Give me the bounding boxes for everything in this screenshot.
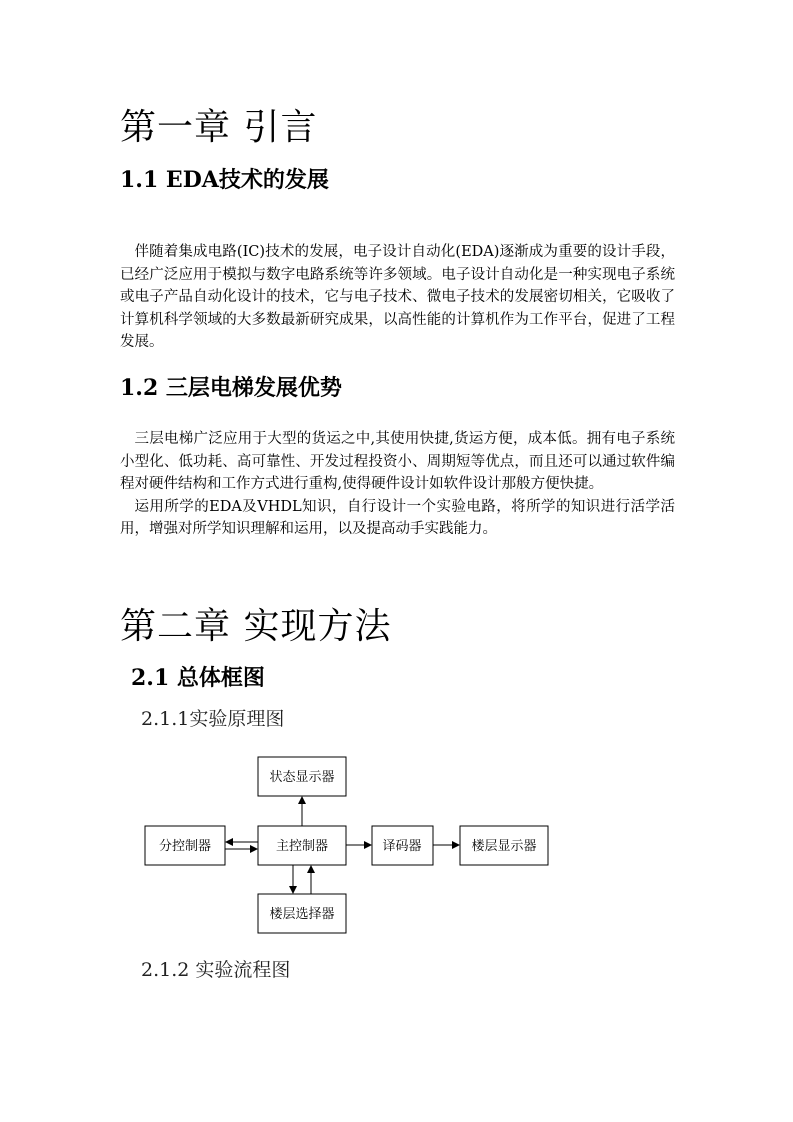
section-1-1-title: 1.1 EDA技术的发展 (120, 167, 329, 193)
section-2-1-title: 2.1 总体框图 (131, 665, 265, 691)
paragraph-text: 伴随着集成电路(IC)技术的发展，电子设计自动化(EDA)逐渐成为重要的设计手段，已经广泛应用于模拟与数字电路系统等许多领域。电子设计自动化是一种实现电子系统或电子产品自动化设计的技术，它与电子技术、微电子技术的发展密切相关，它吸收了计算机科学领域的大多数最新研究成果，以高性能的计算机作为工作平台，促进了工程发展。 (120, 244, 675, 350)
floor-display-label: 楼层显示器 (471, 839, 537, 854)
decoder-box (372, 826, 433, 865)
sub-controller-label: 分控制器 (158, 839, 212, 854)
status-display-label: 状态显示器 (269, 770, 335, 785)
sub-controller-box (145, 826, 225, 865)
floor-selector-label: 楼层选择器 (269, 907, 335, 922)
decoder-label: 译码器 (382, 839, 422, 854)
section-1-2-title: 1.2 三层电梯发展优势 (120, 375, 342, 401)
paragraph-text: 三层电梯广泛应用于大型的货运之中,其使用快捷,货运方便，成本低。拥有电子系统小型化、低功耗、高可靠性、开发过程投资小、周期短等优点，而且还可以通过软件编程对硬件结构和工作方式进行重构,使得硬件设计如软件设计那般方便快捷。 (120, 431, 675, 492)
block-diagram (140, 750, 560, 940)
chapter1-title: 第一章 引言 (120, 107, 318, 148)
chapter2-title: 第二章 实现方法 (120, 606, 392, 647)
paragraph-text: 运用所学的EDA及VHDL知识，自行设计一个实验电路，将所学的知识进行活学活用，增强对所学知识理解和运用，以及提高动手实践能力。 (120, 498, 675, 537)
status-display-box (258, 757, 346, 796)
section-1-1-paragraph (120, 241, 675, 354)
main-controller-label: 主控制器 (275, 839, 329, 854)
subsection-2-1-2-title: 2.1.2 实验流程图 (141, 959, 291, 981)
floor-selector-box (258, 894, 346, 933)
floor-display-box (460, 826, 548, 865)
subsection-2-1-1-title: 2.1.1实验原理图 (141, 708, 285, 730)
main-controller-box (258, 826, 346, 865)
section-1-2-paragraphs (120, 428, 675, 541)
